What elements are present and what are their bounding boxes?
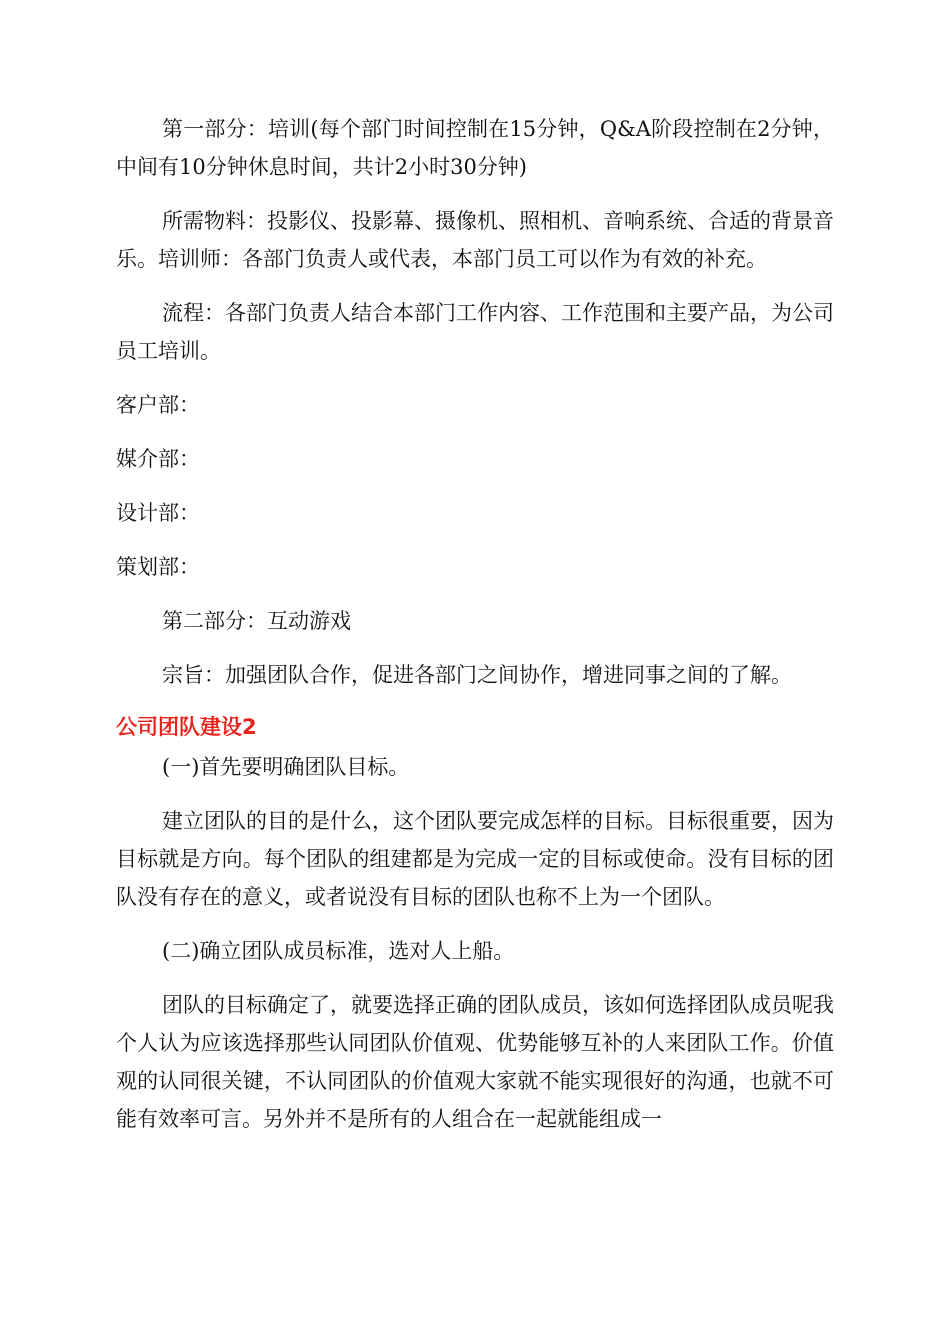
- section-heading: 公司团队建设2: [116, 715, 257, 739]
- dept-planning: 策划部：: [116, 555, 200, 579]
- paragraph-materials: 所需物料：投影仪、投影幕、摄像机、照相机、音响系统、合适的背景音乐。培训师：各部门负责人或代表，本部门员工可以作为有效的补充。: [116, 209, 834, 271]
- paragraph-process: 流程：各部门负责人结合本部门工作内容、工作范围和主要产品，为公司员工培训。: [116, 301, 834, 363]
- paragraph-members-title: (二)确立团队成员标准，选对人上船。: [162, 939, 515, 963]
- dept-media: 媒介部：: [116, 447, 200, 471]
- paragraph-purpose: 宗旨：加强团队合作，促进各部门之间协作，增进同事之间的了解。: [162, 663, 792, 687]
- dept-customer: 客户部：: [116, 393, 200, 417]
- paragraph-members-body: 团队的目标确定了，就要选择正确的团队成员，该如何选择团队成员呢我个人认为应该选择那些认同团队价值观、优势能够互补的人来团队工作。价值观的认同很关键，不认同团队的价值观大家就不能实现很好的沟通，也就不可能有效率可言。另外并不是所有的人组合在一起就能组成一: [116, 993, 834, 1131]
- dept-design: 设计部：: [116, 501, 200, 525]
- paragraph-goal-title: (一)首先要明确团队目标。: [162, 755, 410, 779]
- paragraph-training-part: 第一部分：培训(每个部门时间控制在15分钟，Q&A阶段控制在2分钟，中间有10分钟休息时间，共计2小时30分钟): [116, 117, 834, 179]
- paragraph-goal-body: 建立团队的目的是什么，这个团队要完成怎样的目标。目标很重要，因为目标就是方向。每个团队的组建都是为完成一定的目标或使命。没有目标的团队没有存在的意义，或者说没有目标的团队也称不上为一个团队。: [116, 809, 834, 909]
- paragraph-game-part: 第二部分：互动游戏: [162, 609, 351, 633]
- document-body: [116, 110, 834, 1138]
